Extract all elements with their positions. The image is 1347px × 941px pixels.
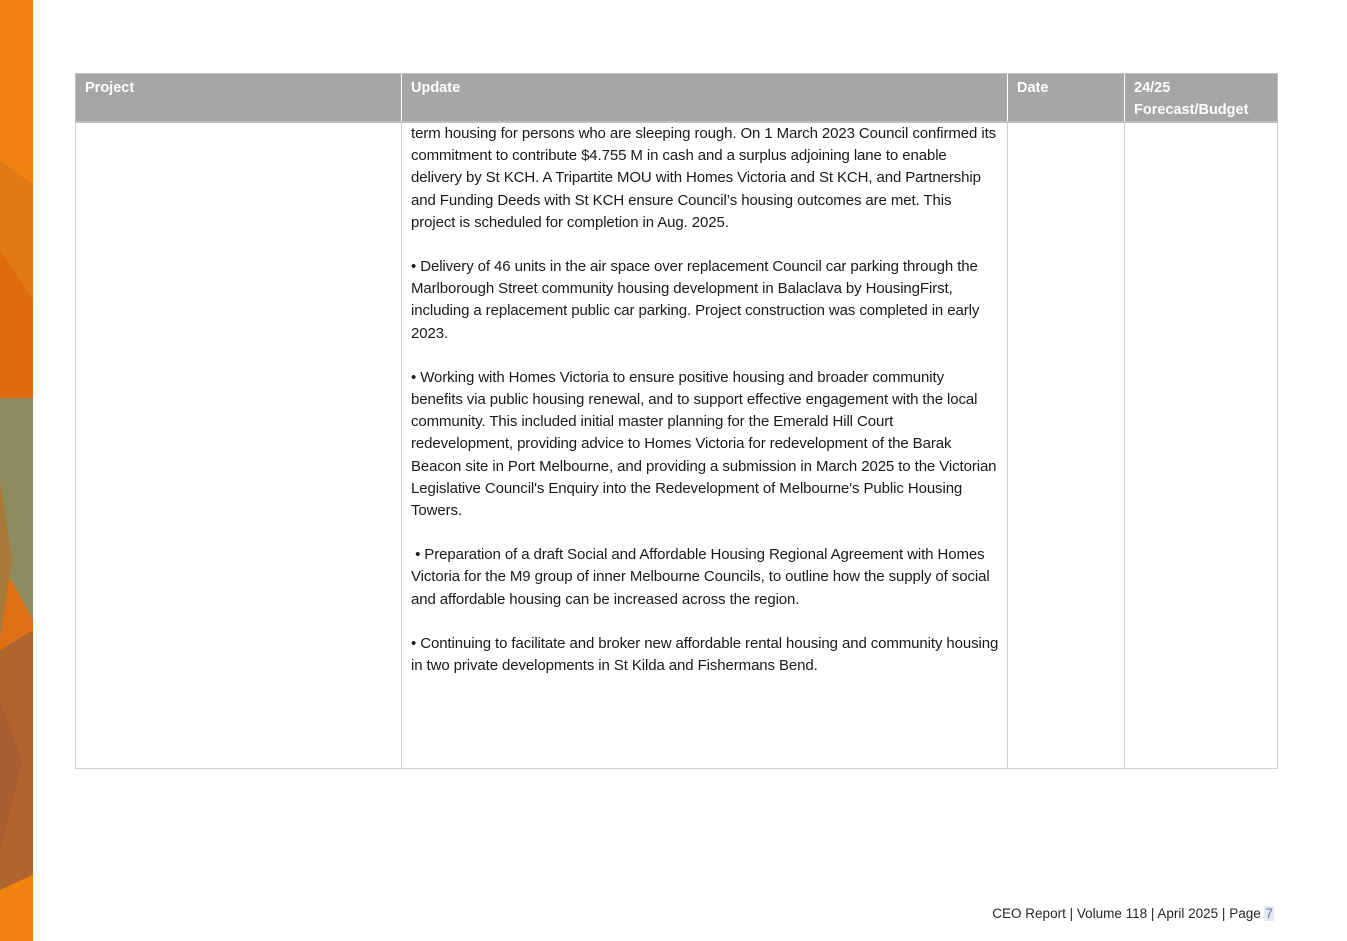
update-paragraph: • Preparation of a draft Social and Affordable Housing Regional Agreement with Homes Victoria for the M9 group of inner Melbourne Councils, to outline how the supply of social and affordable housing can be increased across the region.: [411, 546, 994, 608]
decorative-side-strip: [0, 0, 33, 941]
date-cell: [1008, 122, 1125, 768]
header-date: Date: [1008, 74, 1125, 123]
update-paragraph: • Working with Homes Victoria to ensure positive housing and broader community benefits via public housing renewal, and to support effective engagement with the local community. This included initial master planning for the Emerald Hill Court redevelopment, providing advice to Homes Victoria for redevelopment of the Barak Beacon site in Port Melbourne, and providing a submission in March 2025 to the Victorian Legislative Council's Enquiry into the Redevelopment of Melbourne's Public Housing Towers.: [411, 368, 997, 520]
update-paragraph: • Delivery of 46 units in the air space over replacement Council car parking through the Marlborough Street community housing development in Balaclava by HousingFirst, including a replacement public car parking. Project construction was completed in early 2023.: [411, 258, 980, 342]
project-update-table: [75, 73, 1278, 769]
update-cell: [402, 122, 1008, 768]
header-forecast-budget: 24/25 Forecast/Budget: [1125, 74, 1278, 123]
table-header-row: [76, 74, 1278, 123]
header-update: Update: [402, 74, 1008, 123]
page-footer: [992, 906, 1274, 921]
side-strip-graphic: [0, 0, 33, 941]
table-row: [76, 122, 1278, 768]
project-cell: [76, 122, 402, 768]
header-project: Project: [76, 74, 402, 123]
update-paragraph: term housing for persons who are sleeping rough. On 1 March 2023 Council confirmed its commitment to contribute $4.755 M in cash and a surplus adjoining lane to enable delivery by St KCH. A Tripartite MOU with Homes Victoria and St KCH, and Partnership and Funding Deeds with St KCH ensure Council’s housing outcomes are met. This project is scheduled for completion in Aug. 2025.: [411, 125, 997, 231]
footer-text: CEO Report | Volume 118 | April 2025 | Page: [992, 906, 1265, 921]
page-number: 7: [1265, 906, 1273, 921]
update-paragraph: • Continuing to facilitate and broker new affordable rental housing and community housing in two private developments in St Kilda and Fishermans Bend.: [411, 634, 999, 675]
forecast-budget-cell: [1125, 122, 1278, 768]
